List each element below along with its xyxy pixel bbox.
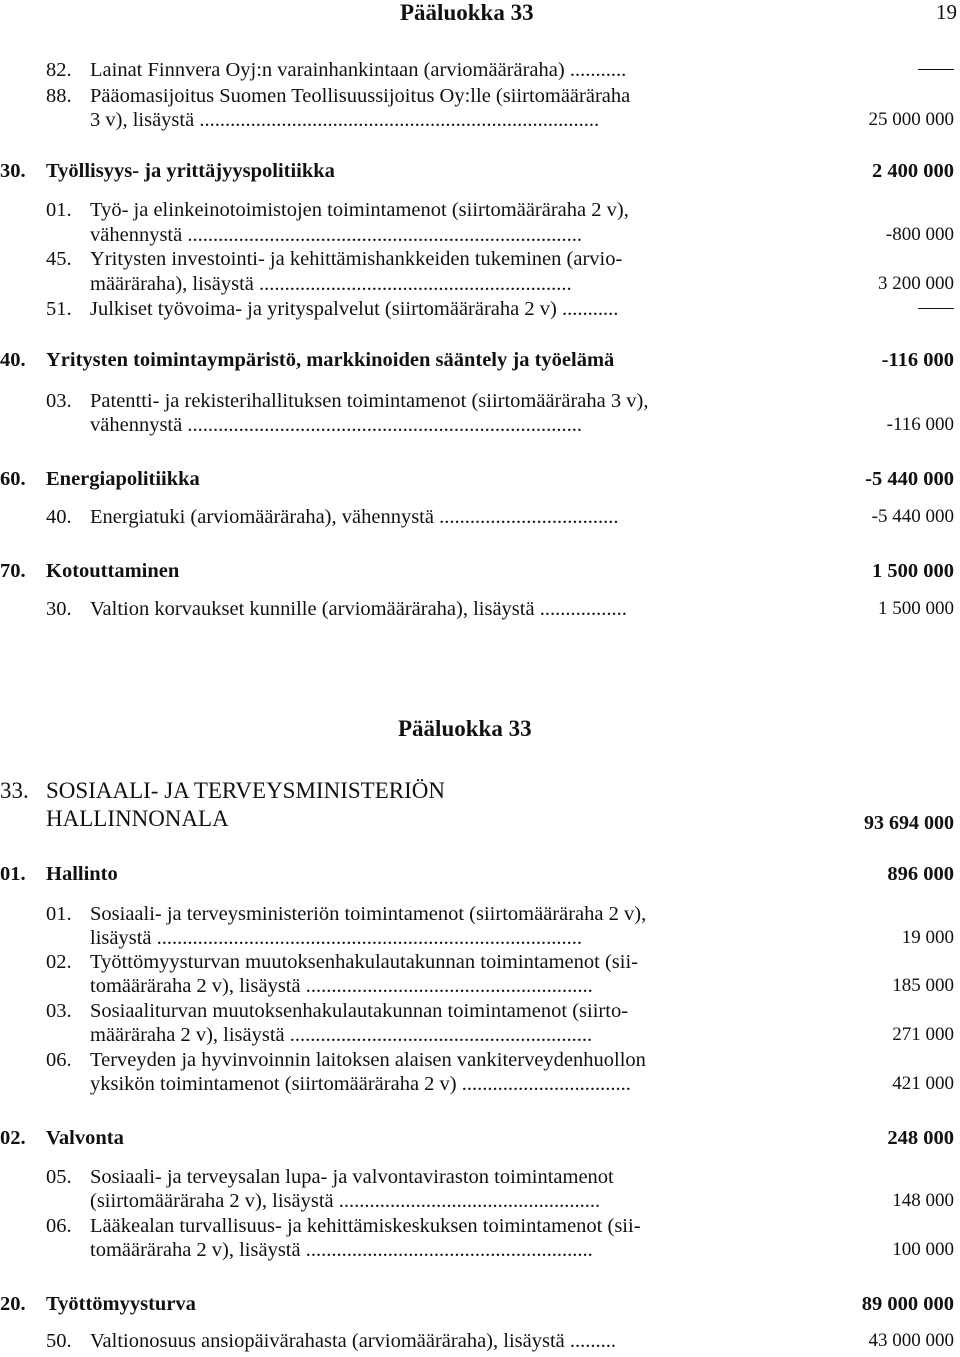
item-number: 02. xyxy=(46,951,72,973)
ministry-amount: 93 694 000 xyxy=(864,812,954,834)
item-text: Työttömyysturvan muutoksenhakulautakunnan toimintamenot (sii- xyxy=(90,951,638,973)
item-text: tomääräraha 2 v), lisäystä ........................................................ xyxy=(90,975,593,997)
item-amount-dash xyxy=(918,58,954,82)
item-amount: 25 000 000 xyxy=(868,109,954,130)
section-amount: 1 500 000 xyxy=(872,560,954,582)
section-title: Yritysten toimintaympäristö, markkinoiden sääntely ja työelämä xyxy=(46,349,615,371)
item-number: 03. xyxy=(46,390,72,412)
section-title: Työllisyys- ja yrittäjyyspolitiikka xyxy=(46,160,335,182)
item-amount: 100 000 xyxy=(892,1239,954,1260)
ministry-title-line2: HALLINNONALA xyxy=(46,807,229,831)
item-text: Yritysten investointi- ja kehittämishankkeiden tukeminen (arvio- xyxy=(90,248,623,270)
section-amount: 89 000 000 xyxy=(861,1293,954,1315)
item-text: Lainat Finnvera Oyj:n varainhankintaan (arviomääräraha) ........... xyxy=(90,59,627,81)
section-title: Kotouttaminen xyxy=(46,560,180,582)
item-amount: -800 000 xyxy=(885,224,954,245)
item-number: 88. xyxy=(46,85,72,107)
item-text: Terveyden ja hyvinvoinnin laitoksen alaisen vankiterveydenhuollon xyxy=(90,1049,646,1071)
item-number: 06. xyxy=(46,1215,72,1237)
item-number: 45. xyxy=(46,248,72,270)
section-title: Energiapolitiikka xyxy=(46,468,200,490)
section-number: 20. xyxy=(0,1293,26,1315)
section-title: Hallinto xyxy=(46,863,118,885)
item-number: 50. xyxy=(46,1330,72,1352)
item-text: Patentti- ja rekisterihallituksen toimintamenot (siirtomääräraha 3 v), xyxy=(90,390,649,412)
ministry-number: 33. xyxy=(0,778,29,803)
item-number: 40. xyxy=(46,506,72,528)
item-amount: -5 440 000 xyxy=(871,506,954,527)
item-text: Lääkealan turvallisuus- ja kehittämiskeskuksen toimintamenot (sii- xyxy=(90,1215,641,1237)
item-text: Valtionosuus ansiopäivärahasta (arviomääräraha), lisäystä ......... xyxy=(90,1330,616,1352)
page-number: 19 xyxy=(936,0,957,24)
section-amount: -116 000 xyxy=(881,349,954,371)
item-amount: 1 500 000 xyxy=(878,598,954,619)
item-text: määräraha 2 v), lisäystä ........................................................... xyxy=(90,1024,593,1046)
section-amount: 896 000 xyxy=(887,863,954,885)
item-text: Valtion korvaukset kunnille (arviomääräraha), lisäystä ................. xyxy=(90,598,627,620)
section-number: 40. xyxy=(0,349,26,371)
item-amount: 43 000 000 xyxy=(868,1330,954,1351)
item-text: tomääräraha 2 v), lisäystä ........................................................ xyxy=(90,1239,593,1261)
item-text: (siirtomääräraha 2 v), lisäystä ................................................... xyxy=(90,1190,601,1212)
section-amount: 2 400 000 xyxy=(872,160,954,182)
item-number: 01. xyxy=(46,199,72,221)
item-text: vähennystä ............................................................................. xyxy=(90,414,582,436)
item-number: 05. xyxy=(46,1166,72,1188)
section-number: 30. xyxy=(0,160,26,182)
item-number: 82. xyxy=(46,59,72,81)
item-text: 3 v), lisäystä .............................................................................. xyxy=(90,109,600,131)
item-text: Sosiaali- ja terveysalan lupa- ja valvontaviraston toimintamenot xyxy=(90,1166,614,1188)
item-number: 06. xyxy=(46,1049,72,1071)
item-text: Julkiset työvoima- ja yrityspalvelut (siirtomääräraha 2 v) ........... xyxy=(90,298,619,320)
item-number: 03. xyxy=(46,1000,72,1022)
section-number: 01. xyxy=(0,863,26,885)
item-amount: 3 200 000 xyxy=(878,273,954,294)
item-text: lisäystä ................................................................................... xyxy=(90,927,582,949)
section-number: 60. xyxy=(0,468,26,490)
item-text: Sosiaali- ja terveysministeriön toimintamenot (siirtomääräraha 2 v), xyxy=(90,903,647,925)
ministry-title-line1: SOSIAALI- JA TERVEYSMINISTERIÖN xyxy=(46,779,445,803)
section-page-heading: Pääluokka 33 xyxy=(398,716,532,741)
item-number: 30. xyxy=(46,598,72,620)
item-amount: 185 000 xyxy=(892,975,954,996)
item-text: Pääomasijoitus Suomen Teollisuussijoitus Oy:lle (siirtomääräraha xyxy=(90,85,631,107)
item-text: Työ- ja elinkeinotoimistojen toimintamenot (siirtomääräraha 2 v), xyxy=(90,199,629,221)
item-amount: -116 000 xyxy=(886,414,954,435)
item-amount: 271 000 xyxy=(892,1024,954,1045)
item-amount: 19 000 xyxy=(901,927,954,948)
page-header-title: Pääluokka 33 xyxy=(400,0,534,25)
item-amount-dash xyxy=(918,297,954,321)
item-text: määräraha), lisäystä ............................................................. xyxy=(90,273,572,295)
item-text: Energiatuki (arviomääräraha), vähennystä ................................... xyxy=(90,506,619,528)
section-amount: -5 440 000 xyxy=(865,468,954,490)
section-number: 02. xyxy=(0,1127,26,1149)
section-title: Työttömyysturva xyxy=(46,1293,196,1315)
item-amount: 421 000 xyxy=(892,1073,954,1094)
item-text: Sosiaaliturvan muutoksenhakulautakunnan toimintamenot (siirto- xyxy=(90,1000,629,1022)
section-number: 70. xyxy=(0,560,26,582)
section-amount: 248 000 xyxy=(887,1127,954,1149)
item-number: 01. xyxy=(46,903,72,925)
section-title: Valvonta xyxy=(46,1127,124,1149)
item-text: vähennystä ............................................................................. xyxy=(90,224,582,246)
item-text: yksikön toimintamenot (siirtomääräraha 2 v) ................................. xyxy=(90,1073,631,1095)
item-amount: 148 000 xyxy=(892,1190,954,1211)
item-number: 51. xyxy=(46,298,72,320)
